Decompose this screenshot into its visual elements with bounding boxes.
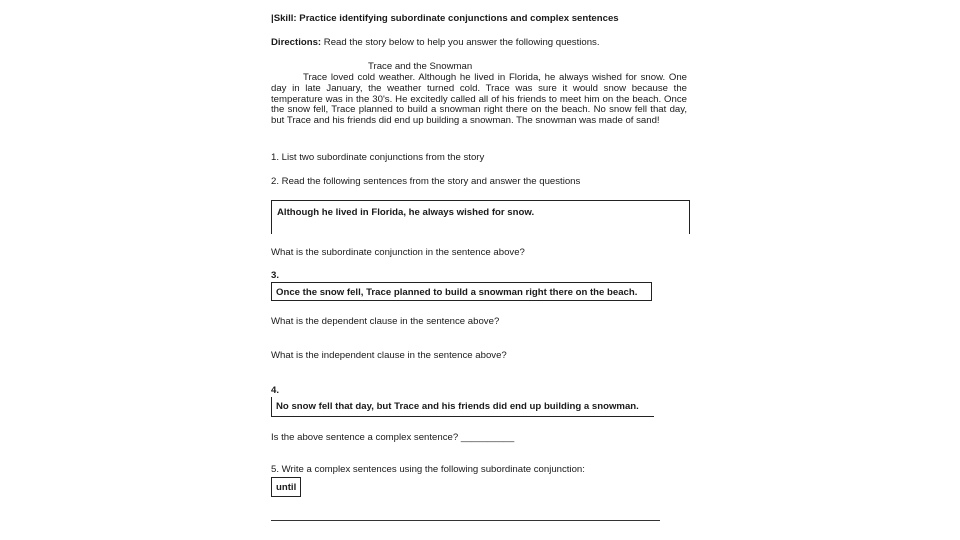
answer-line-q5[interactable] <box>271 520 660 521</box>
story-title: Trace and the Snowman <box>368 61 473 72</box>
directions-text: Read the story below to help you answer the following questions. <box>323 37 600 48</box>
q2-question: What is the subordinate conjunction in the sentence above? <box>271 247 525 258</box>
q3-sentence: Once the snow fell, Trace planned to build a snowman right there on the beach. <box>276 287 638 298</box>
skill-text: Practice identifying subordinate conjunctions and complex sentences <box>299 13 619 24</box>
word-box-q5 <box>271 477 301 497</box>
question-2: 2. Read the following sentences from the story and answer the questions <box>271 176 581 187</box>
question-4-number: 4. <box>271 385 280 396</box>
story-paragraph: Trace loved cold weather. Although he lived in Florida, he always wished for snow. One day in late January, the weather turned cold. Trace was sure it would snow because the temperature was in the 30's. He excitedly called all of his friends to meet him on the beach. Once the snow fell, Trace planned to build a snowman right there on the beach. No snow fell that day, but Trace and his friends did end up building a snowman. The snowman was made of sand! <box>271 72 687 127</box>
q3-question-dependent: What is the dependent clause in the sentence above? <box>271 316 500 327</box>
question-1: 1. List two subordinate conjunctions from the story <box>271 152 485 163</box>
story-body <box>271 73 687 127</box>
question-3-number: 3. <box>271 270 280 281</box>
sentence-box-q3 <box>271 282 652 301</box>
skill-label: Skill: <box>273 13 297 24</box>
q3-question-independent: What is the independent clause in the sentence above? <box>271 350 507 361</box>
directions-label: Directions: <box>271 37 322 48</box>
directions <box>271 37 600 48</box>
q4-sentence: No snow fell that day, but Trace and his friends did end up building a snowman. <box>276 401 639 412</box>
question-5: 5. Write a complex sentences using the following subordinate conjunction: <box>271 464 585 475</box>
sentence-box-q2 <box>271 200 690 234</box>
q2-sentence: Although he lived in Florida, he always wished for snow. <box>277 207 535 218</box>
sentence-box-q4 <box>271 397 654 417</box>
skill-heading: |Skill: Practice identifying subordinate conjunctions and complex sentences <box>271 13 619 24</box>
q5-word: until <box>276 482 297 493</box>
q4-question: Is the above sentence a complex sentence? __________ <box>271 432 515 443</box>
